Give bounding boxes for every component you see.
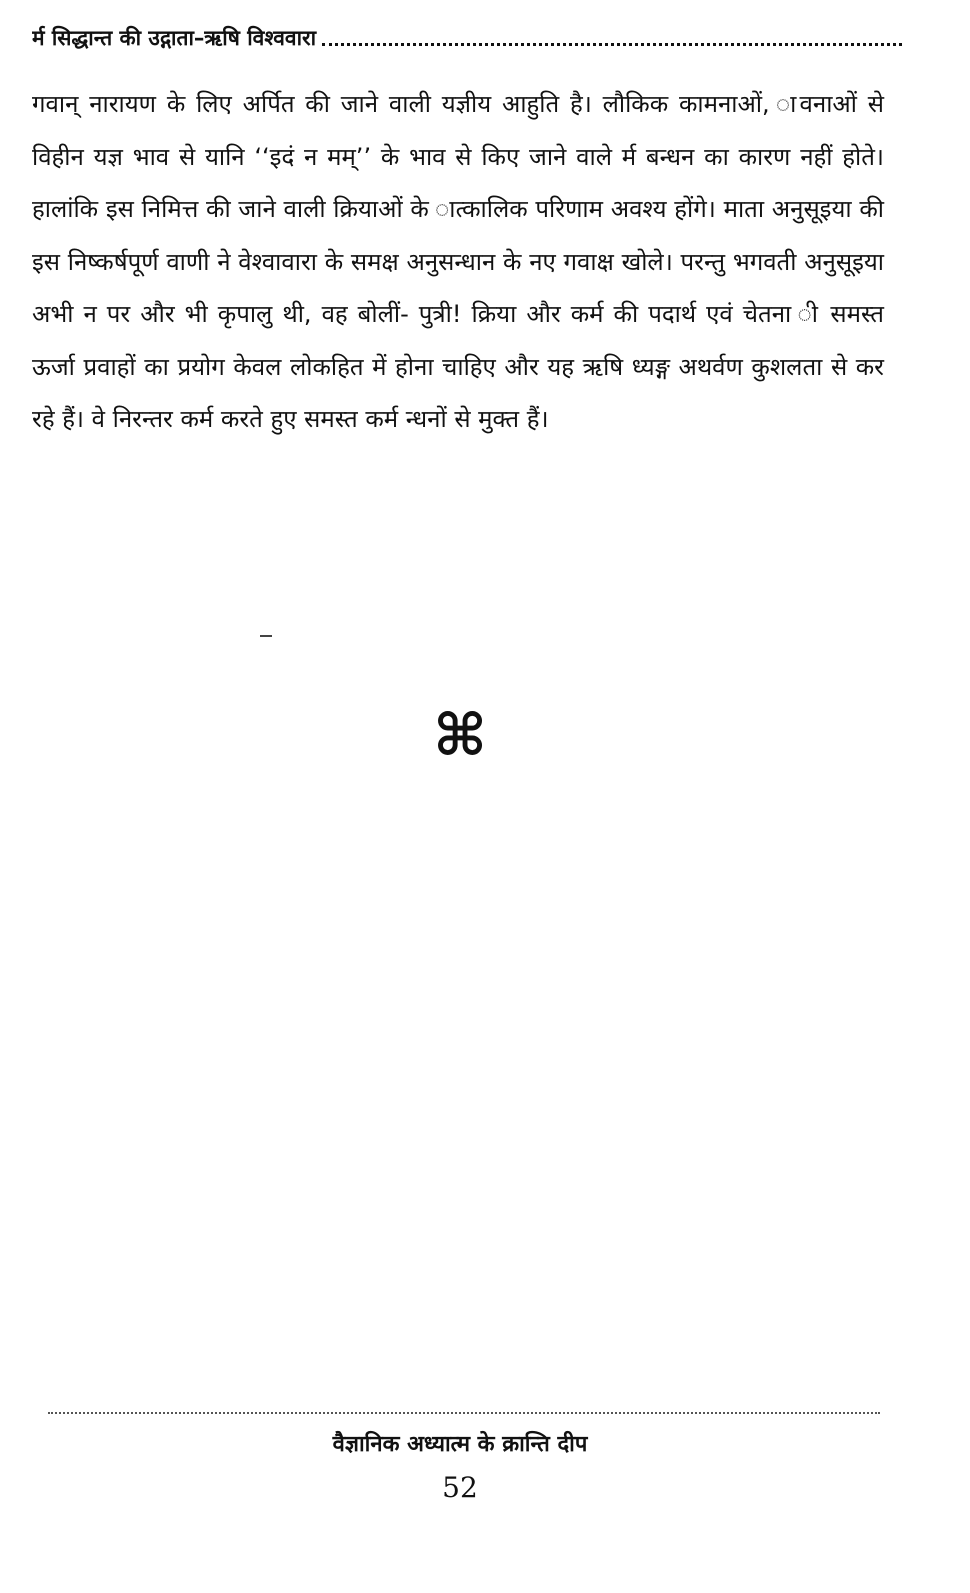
running-header bbox=[32, 14, 902, 54]
header-dotted-leader bbox=[322, 43, 902, 46]
footer-dotted-rule bbox=[48, 1412, 880, 1414]
stray-print-mark bbox=[260, 635, 272, 637]
footer-book-title: वैज्ञानिक अध्यात्म के क्रान्ति दीप bbox=[332, 1432, 588, 1457]
running-header-title: र्म सिद्धान्त की उद्गाता–ऋषि विश्ववारा bbox=[32, 26, 317, 50]
body-paragraph: गवान् नारायण के लिए अर्पित की जाने वाली यज्ञीय आहुति है। लौकिक कामनाओं, ावनाओं से विहीन यज्ञ भाव से यानि ‘‘इदं न मम्’’ के भाव से किए जाने वाले र्म बन्धन का कारण नहीं होते। हालांकि इस निमित्त की जाने वाली क्रियाओं के ात्कालिक परिणाम अवश्य होंगे। माता अनुसूइया की इस निष्कर्षपूर्ण वाणी ने वेश्वावारा के समक्ष अनुसन्धान के नए गवाक्ष खोले। परन्तु भगवती अनुसूइया अभी न पर और भी कृपालु थी, वह बोलीं- पुत्री! क्रिया और कर्म की पदार्थ एवं चेतना ी समस्त ऊर्जा प्रवाहों का प्रयोग केवल लोकहित में होना चाहिए और यह ऋषि ध्यङ्ग अथर्वण कुशलता से कर रहे हैं। वे निरन्तर कर्म करते हुए समस्त कर्म न्धनों से मुक्त हैं। bbox=[32, 90, 884, 433]
page-number: 52 bbox=[442, 1471, 478, 1504]
place-of-interest-icon: ⌘ bbox=[433, 701, 487, 769]
